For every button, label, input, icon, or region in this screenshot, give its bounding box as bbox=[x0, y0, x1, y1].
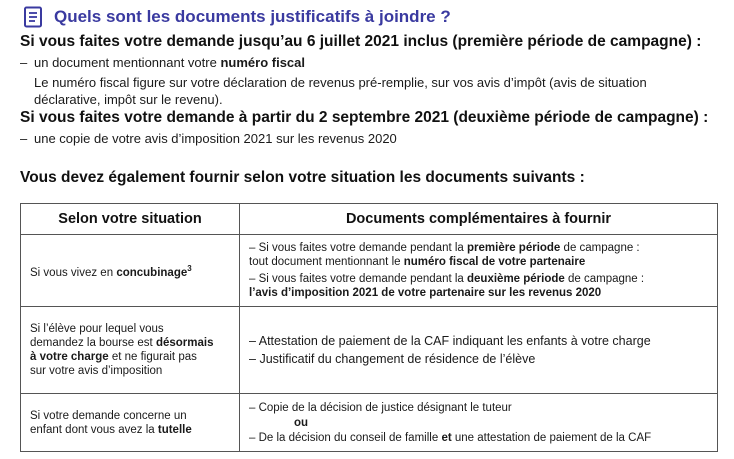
situation-cell: Si l’élève pour lequel vous demandez la bourse est désormais à votre charge et ne figurait pas sur votre avis d’imposition bbox=[21, 307, 240, 394]
column-header-situation: Selon votre situation bbox=[21, 204, 240, 235]
section1-note-line1: Le numéro fiscal figure sur votre déclaration de revenus pré-remplie, sur vos avis d’impôt (avis de situation bbox=[34, 75, 647, 90]
document-icon bbox=[22, 6, 44, 28]
section1-heading: Si vous faites votre demande jusqu’au 6 juillet 2021 inclus (première période de campagne) : bbox=[20, 33, 702, 50]
documents-table bbox=[20, 203, 718, 452]
situation-cell: Si votre demande concerne un enfant dont vous avez la tutelle bbox=[21, 394, 240, 452]
documents-cell: – Attestation de paiement de la CAF indiquant les enfants à votre charge – Justificatif du changement de résidence de l’élève bbox=[240, 307, 718, 394]
section-header bbox=[22, 6, 451, 28]
documents-cell: – Si vous faites votre demande pendant la première période de campagne : tout document mentionnant le numéro fiscal de votre partenaire – Si vous faites votre demande pendant la deuxième période de campagne : l’avis d’imposition 2021 de votre partenaire sur les revenus 2020 bbox=[240, 235, 718, 307]
section2-item: – une copie de votre avis d’imposition 2021 sur les revenus 2020 bbox=[20, 131, 397, 146]
section3-heading: Vous devez également fournir selon votre situation les documents suivants : bbox=[20, 169, 585, 186]
section1-item: – un document mentionnant votre numéro fiscal bbox=[20, 55, 305, 70]
column-header-documents: Documents complémentaires à fournir bbox=[240, 204, 718, 235]
table-header-row bbox=[21, 204, 718, 235]
table-row bbox=[21, 394, 718, 452]
section1-note-line2: déclarative, impôt sur le revenu). bbox=[34, 92, 223, 107]
page-title: Quels sont les documents justificatifs à joindre ? bbox=[54, 7, 451, 26]
table-row bbox=[21, 235, 718, 307]
situation-cell: Si vous vivez en concubinage$^3$ bbox=[21, 235, 240, 307]
table-row bbox=[21, 307, 718, 394]
section2-heading: Si vous faites votre demande à partir du 2 septembre 2021 (deuxième période de campagne) : bbox=[20, 109, 709, 126]
documents-cell: – Copie de la décision de justice désignant le tuteur ou – De la décision du conseil de famille et une attestation de paiement de la CAF bbox=[240, 394, 718, 452]
